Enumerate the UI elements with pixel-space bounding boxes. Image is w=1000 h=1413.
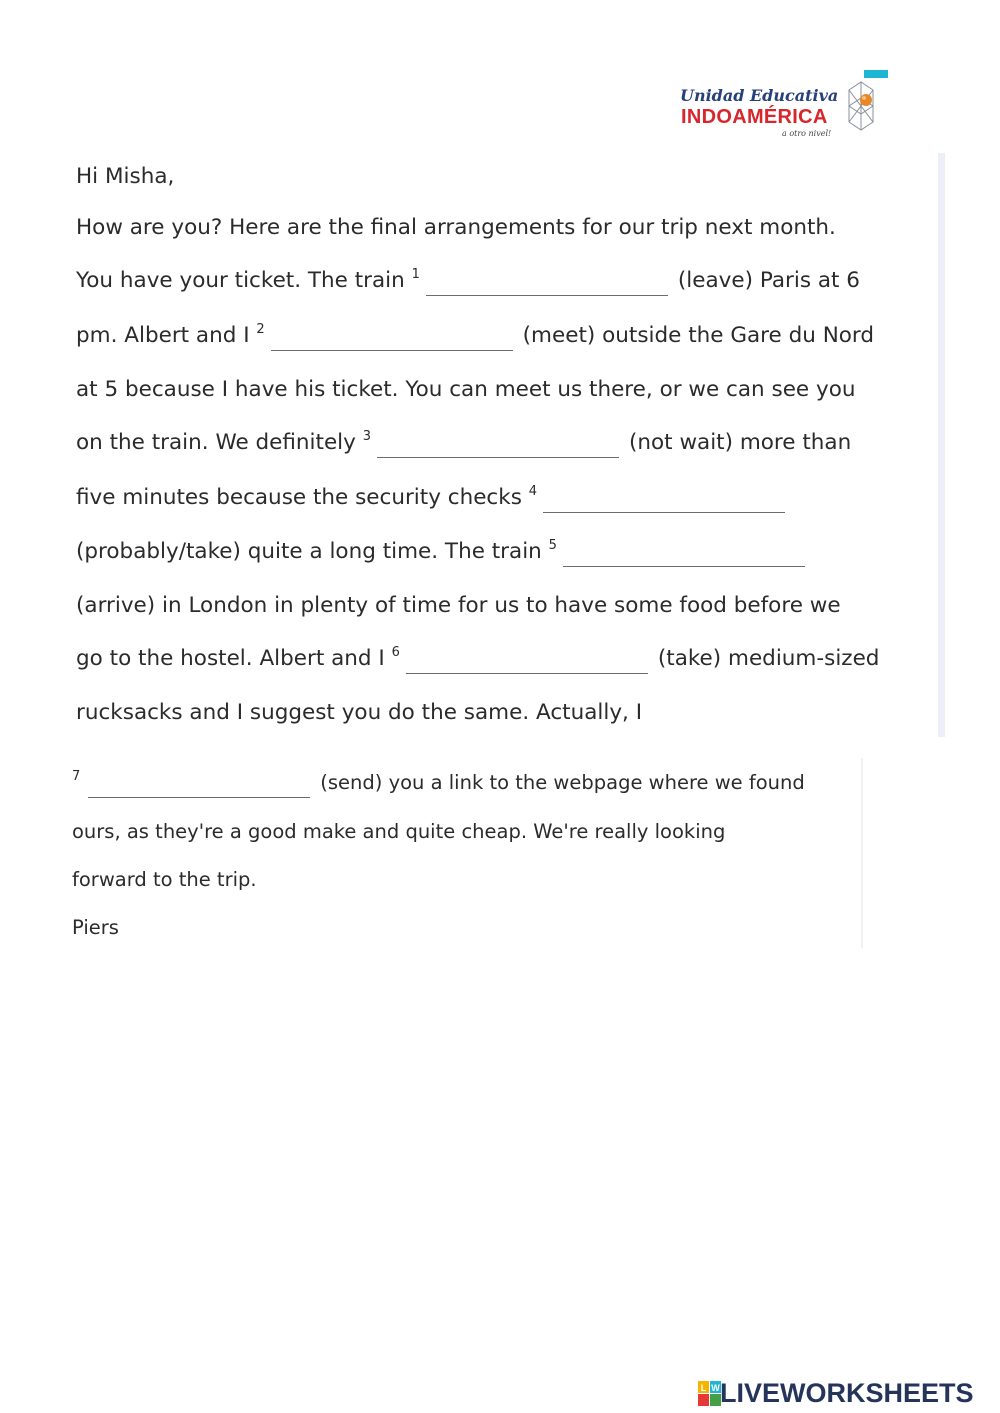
letter-line: rucksacks and I suggest you do the same. Actually, I (76, 700, 643, 725)
line-text: five minutes because the security checks (76, 485, 522, 510)
logo-tagline: a otro nivel! (782, 129, 832, 138)
letter-line: ours, as they're a good make and quite cheap. We're really looking (72, 820, 726, 843)
signature: Piers (72, 916, 119, 939)
answer-blank-3[interactable] (377, 437, 619, 458)
gap-number: 7 (72, 769, 81, 784)
answer-blank-5[interactable] (563, 546, 805, 567)
gap-number: 5 (548, 538, 557, 553)
icon-letter-w: W (711, 1383, 720, 1393)
letter-line: How are you? Here are the final arrangements for our trip next month. (76, 215, 836, 240)
line-text: (not wait) more than (629, 430, 852, 455)
line-text: go to the hostel. Albert and I (76, 646, 385, 671)
margin-rule-faint (861, 758, 863, 948)
gap-number: 4 (528, 484, 538, 499)
gap-number: 1 (411, 267, 420, 282)
answer-blank-6[interactable] (406, 653, 648, 674)
answer-blank-7[interactable] (88, 777, 310, 798)
line-text: (take) medium-sized (657, 646, 880, 671)
letter-line (76, 430, 851, 458)
brand-name: LIVEWORKSHEETS (720, 1378, 974, 1408)
liveworksheets-brand (696, 1378, 996, 1412)
letter-line (76, 539, 815, 567)
letter-line (76, 323, 874, 351)
gap-number: 3 (362, 429, 372, 444)
letter-line: at 5 because I have his ticket. You can meet us there, or we can see you (76, 377, 856, 402)
logo-line-2: INDOAMÉRICA (681, 106, 828, 128)
logo-accent-bar (864, 70, 888, 78)
line-text: (send) you a link to the webpage where we found (320, 771, 805, 794)
letter-line: (arrive) in London in plenty of time for us to have some food before we (76, 593, 841, 618)
line-text: (leave) Paris at 6 (677, 268, 860, 293)
icon-letter-l: L (700, 1383, 707, 1393)
answer-blank-2[interactable] (271, 330, 513, 351)
letter-line (72, 771, 805, 798)
line-text: (meet) outside the Gare du Nord (522, 323, 875, 348)
margin-rule (938, 153, 945, 737)
line-text: You have your ticket. The train (76, 268, 405, 293)
letter-line (76, 268, 860, 296)
line-text: pm. Albert and I (76, 323, 250, 348)
line-text: (probably/take) quite a long time. The train (76, 539, 542, 564)
school-logo (680, 68, 890, 140)
greeting: Hi Misha, (76, 164, 175, 189)
letter-line (76, 485, 795, 513)
gap-number: 6 (391, 645, 400, 660)
line-text: on the train. We definitely (76, 430, 356, 455)
answer-blank-1[interactable] (426, 275, 668, 296)
liveworksheets-logo-icon (698, 1381, 721, 1406)
letter-line: forward to the trip. (72, 868, 257, 891)
letter-line (76, 646, 879, 674)
gap-number: 2 (256, 322, 265, 337)
logo-line-1: Unidad Educativa (680, 86, 839, 105)
logo-emblem-icon (846, 78, 876, 134)
answer-blank-4[interactable] (543, 492, 785, 513)
